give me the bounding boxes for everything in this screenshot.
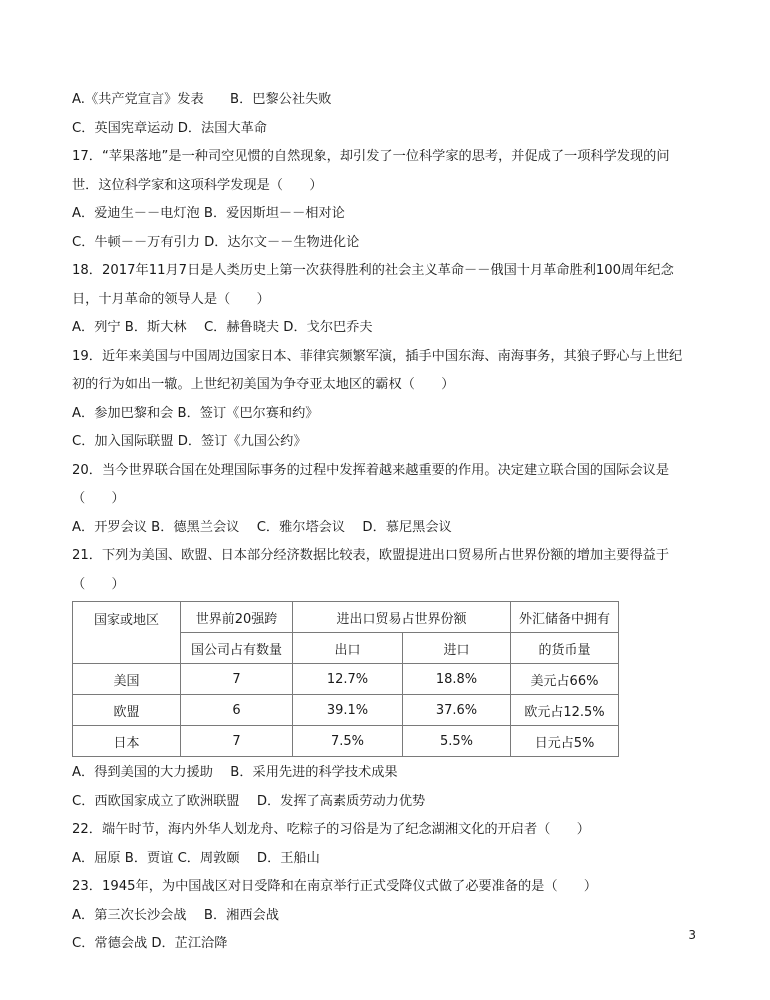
cell-export: 7.5% xyxy=(293,726,403,757)
text-line: （ ） xyxy=(72,491,125,506)
header-forex-line1: 外汇储备中拥有 xyxy=(511,602,619,633)
page-number: 3 xyxy=(688,928,696,942)
economic-data-table xyxy=(72,601,619,757)
header-country: 国家或地区 xyxy=(73,602,181,664)
text-line: C．牛顿－－万有引力 D．达尔文－－生物进化论 xyxy=(72,234,360,250)
text-line: C．英国宪章运动 D．法国大革命 xyxy=(72,120,267,136)
table-row xyxy=(73,726,619,757)
cell-import: 5.5% xyxy=(403,726,511,757)
question-23: 23．1945年，为中国战区对日受降和在南京举行正式受降仪式做了必要准备的是（ ） xyxy=(72,879,598,894)
cell-forex: 日元占5% xyxy=(511,726,619,757)
header-import: 进口 xyxy=(403,633,511,664)
text-line: A．爱迪生－－电灯泡 B．爱因斯坦－－相对论 xyxy=(72,206,345,221)
text-line: A．参加巴黎和会 B．签订《巴尔赛和约》 xyxy=(72,405,319,421)
table-row xyxy=(73,664,619,695)
text-line: 初的行为如出一辙。上世纪初美国为争夺亚太地区的霸权（ ） xyxy=(72,377,455,392)
text-line: C．西欧国家成立了欧洲联盟 D．发挥了高素质劳动力优势 xyxy=(72,793,426,809)
cell-count: 7 xyxy=(181,664,293,695)
header-top20-line1: 世界前20强跨 xyxy=(181,602,293,633)
cell-count: 6 xyxy=(181,695,293,726)
cell-export: 12.7% xyxy=(293,664,403,695)
header-export: 出口 xyxy=(293,633,403,664)
text-line: A．列宁 B．斯大林 C．赫鲁晓夫 D．戈尔巴乔夫 xyxy=(72,320,373,335)
question-19: 19．近年来美国与中国周边国家日本、菲律宾频繁军演，插手中国东海、南海事务，其狼子野心与上世纪 xyxy=(72,348,683,364)
cell-count: 7 xyxy=(181,726,293,757)
cell-export: 39.1% xyxy=(293,695,403,726)
text-line: A．第三次长沙会战 B．湘西会战 xyxy=(72,907,279,923)
text-line: A．屈原 B．贾谊 C．周敦颐 D．王船山 xyxy=(72,850,320,866)
table-row xyxy=(73,695,619,726)
question-22: 22．端午时节，海内外华人划龙舟、吃粽子的习俗是为了纪念湖湘文化的开启者（ ） xyxy=(72,822,590,837)
cell-region: 美国 xyxy=(73,664,181,695)
header-trade-share: 进出口贸易占世界份额 xyxy=(293,602,511,633)
question-21: 21．下列为美国、欧盟、日本部分经济数据比较表，欧盟提进出口贸易所占世界份额的增加主要得益于 xyxy=(72,548,670,563)
cell-forex: 美元占66% xyxy=(511,664,619,695)
cell-import: 37.6% xyxy=(403,695,511,726)
question-18: 18．2017年11月7日是人类历史上第一次获得胜利的社会主义革命－－俄国十月革命胜利100周年纪念 xyxy=(72,263,674,278)
text-line: （ ） xyxy=(72,576,125,592)
cell-forex: 欧元占12.5% xyxy=(511,695,619,726)
question-17: 17．“苹果落地”是一种司空见惯的自然现象，却引发了一位科学家的思考，并促成了一项科学发现的问 xyxy=(72,149,670,164)
question-20: 20．当今世界联合国在处理国际事务的过程中发挥着越来越重要的作用。决定建立联合国的国际会议是 xyxy=(72,462,670,478)
cell-import: 18.8% xyxy=(403,664,511,695)
document-page xyxy=(72,86,700,959)
text-line: C．常德会战 D．芷江洽降 xyxy=(72,936,228,951)
text-line: 世．这位科学家和这项科学发现是（ ） xyxy=(72,177,323,193)
cell-region: 欧盟 xyxy=(73,695,181,726)
header-forex-line2: 的货币量 xyxy=(511,633,619,664)
text-line: A．开罗会议 B．德黑兰会议 C．雅尔塔会议 D．慕尼黑会议 xyxy=(72,519,452,535)
text-line: C．加入国际联盟 D．签订《九国公约》 xyxy=(72,434,307,449)
text-line: A．得到美国的大力援助 B．采用先进的科学技术成果 xyxy=(72,765,398,780)
header-top20-line2: 国公司占有数量 xyxy=(181,633,293,664)
cell-region: 日本 xyxy=(73,726,181,757)
text-line: A.《共产党宣言》发表 B．巴黎公社失败 xyxy=(72,92,332,107)
text-line: 日，十月革命的领导人是（ ） xyxy=(72,291,270,307)
